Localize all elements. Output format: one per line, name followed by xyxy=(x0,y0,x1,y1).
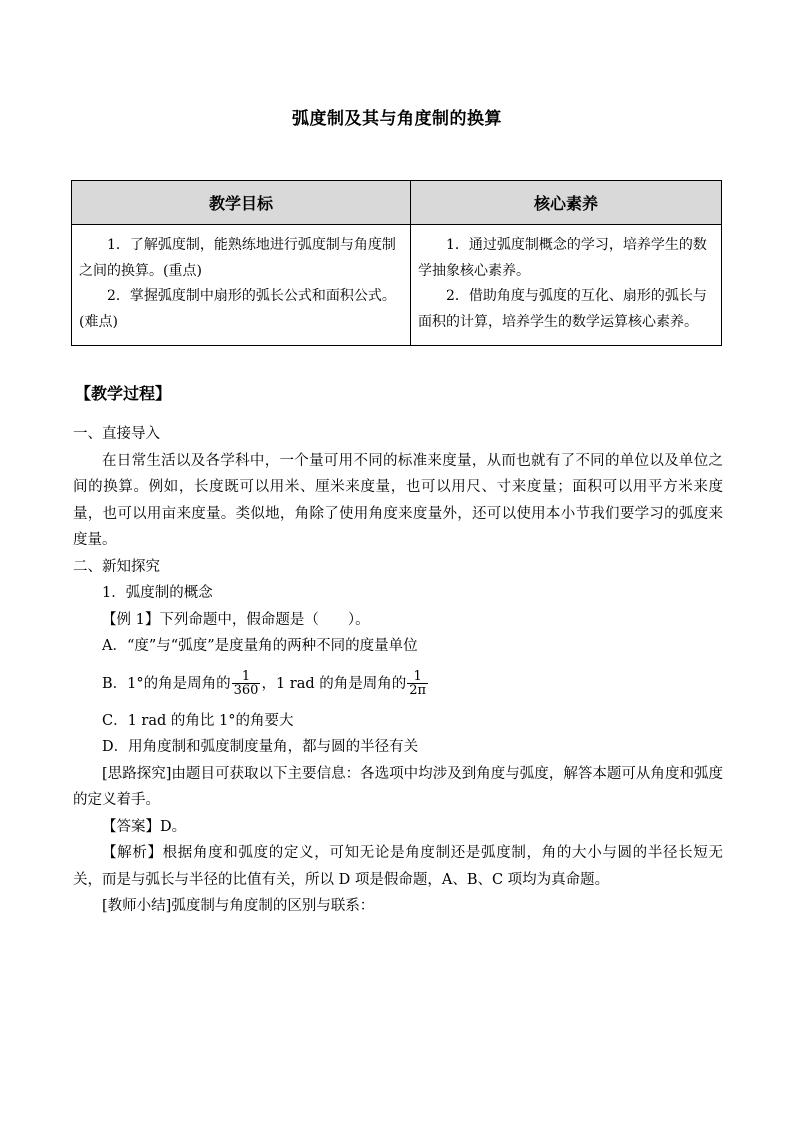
subsection-heading: 1．弧度制的概念 xyxy=(102,585,213,601)
fraction-denominator: 2π xyxy=(409,683,427,698)
literacy-item: 2．借助角度与弧度的互化、扇形的弧长与面积的计算，培养学生的数学运算核心素养。 xyxy=(418,288,707,330)
option-b xyxy=(73,660,723,708)
option-b-middle: ，1 rad 的角是周角的 xyxy=(261,675,407,692)
intro-paragraph: 在日常生活以及各学科中，一个量可用不同的标准来度量，从而也就有了不同的单位以及单位之间的换算。例如，长度既可以用米、厘米来度量，也可以用尺、寸来度量；面积可以用平方米来度量，也可以用亩来度量。类似地，角除了使用角度来度量外，还可以使用本小节我们要学习的弧度来度量。 xyxy=(73,452,723,548)
option-c: C．1 rad 的角比 1°的角要大 xyxy=(102,712,294,729)
option-a: A．“度”与“弧度”是度量角的两种不同的度量单位 xyxy=(102,638,418,654)
goals-cell xyxy=(72,225,411,346)
literacy-item: 1．通过弧度制概念的学习，培养学生的数学抽象核心素养。 xyxy=(418,237,707,279)
option-b-prefix: B．1°的角是周角的 xyxy=(102,675,231,692)
process-heading: 【教学过程】 xyxy=(75,384,172,403)
fraction-numerator: 1 xyxy=(241,669,251,684)
example-question: 【例 1】下列命题中，假命题是（ ）。 xyxy=(102,611,370,628)
section-heading: 二、新知探究 xyxy=(73,558,160,575)
literacy-cell xyxy=(411,225,722,346)
goals-header: 教学目标 xyxy=(72,181,411,225)
fraction-denominator: 360 xyxy=(233,683,259,698)
thinking-paragraph: [思路探究]由题目可获取以下主要信息：各选项中均涉及到角度与弧度，解答本题可从角度和弧度的定义着手。 xyxy=(73,765,723,808)
document-title: 弧度制及其与角度制的换算 xyxy=(292,109,502,129)
goals-table xyxy=(71,180,722,346)
option-d: D．用角度制和弧度制度量角，都与圆的半径有关 xyxy=(102,739,419,755)
goal-item: 2．掌握弧度制中扇形的弧长公式和面积公式。(难点) xyxy=(79,288,396,330)
fraction-numerator: 1 xyxy=(413,669,422,684)
literacy-header: 核心素养 xyxy=(411,181,722,225)
teacher-summary: [教师小结]弧度制与角度制的区别与联系： xyxy=(102,898,375,914)
section-heading: 一、直接导入 xyxy=(73,426,160,442)
analysis-paragraph: 【解析】根据角度和弧度的定义，可知无论是角度制还是弧度制，角的大小与圆的半径长短无关，而是与弧长与半径的比值有关，所以 D 项是假命题，A、B、C 项均为真命题。 xyxy=(73,845,723,888)
fraction-one-360th xyxy=(232,670,261,697)
document-body xyxy=(73,421,723,920)
fraction-one-over-2pi xyxy=(407,670,428,697)
answer-line: 【答案】D。 xyxy=(102,818,187,835)
goal-item: 1．了解弧度制，能熟练地进行弧度制与角度制之间的换算。(重点) xyxy=(79,237,396,279)
